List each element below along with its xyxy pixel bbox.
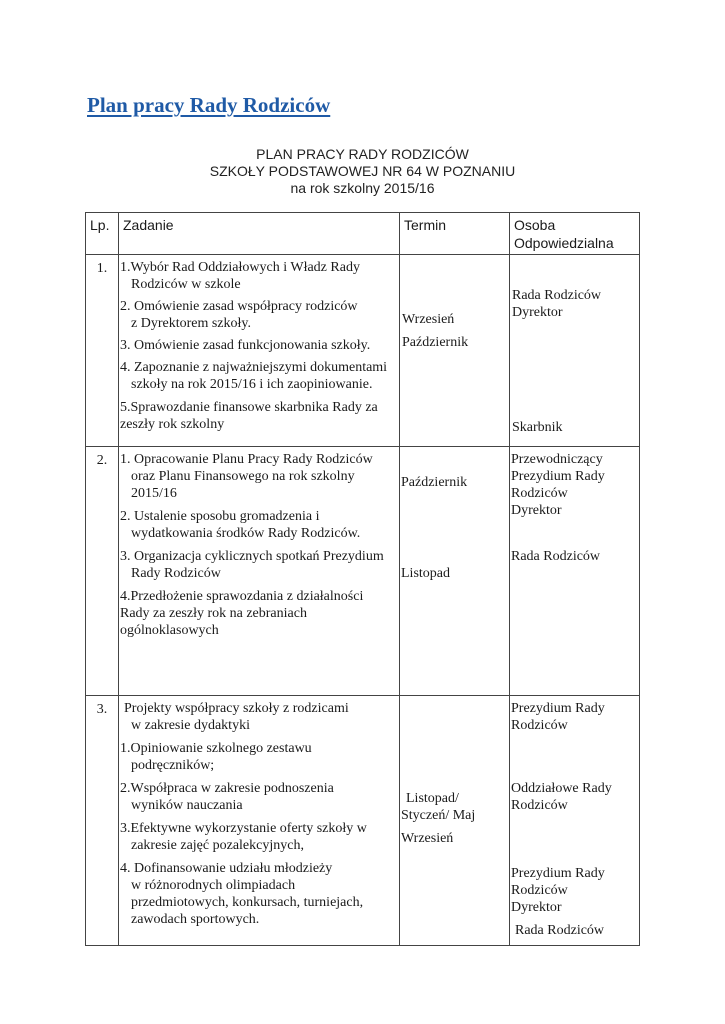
header-osoba — [510, 213, 640, 255]
task-line: 3.Efektywne wykorzystanie oferty szkoły w — [120, 821, 367, 836]
row-tasks-cell — [119, 696, 400, 946]
page-title: Plan pracy Rady Rodziców — [87, 93, 331, 117]
row-lp: 2. — [96, 453, 108, 468]
row-osoba-cell — [510, 696, 640, 946]
task-line: 4.Przedłożenie sprawozdania z działalności — [120, 589, 364, 604]
osoba-line: Rodziców — [511, 883, 568, 898]
osoba-line: Rodziców — [511, 798, 568, 813]
termin-line: Styczeń/ Maj — [401, 808, 476, 823]
row-lp-cell — [86, 447, 119, 696]
termin-line: Listopad — [401, 566, 450, 581]
osoba-line: Rada Rodziców — [512, 288, 602, 303]
plan-heading-line3: na rok szkolny 2015/16 — [290, 180, 435, 196]
osoba-line: Rodziców — [511, 718, 568, 733]
task-line: szkoły na rok 2015/16 i ich zaopiniowanie. — [131, 377, 373, 392]
osoba-line: Dyrektor — [511, 503, 562, 518]
header-osoba-line2: Odpowiedzialna — [514, 235, 614, 251]
row-lp: 1. — [96, 261, 108, 276]
osoba-line: Dyrektor — [512, 305, 563, 320]
task-line: 3. Organizacja cyklicznych spotkań Prezydium — [120, 549, 384, 564]
row-lp: 3. — [96, 702, 108, 717]
row-tasks-cell — [119, 447, 400, 696]
task-line: Rodziców w szkole — [131, 277, 241, 292]
task-line: zakresie zajęć pozalekcyjnych, — [131, 838, 304, 853]
task-line: 1.Wybór Rad Oddziałowych i Władz Rady — [120, 260, 360, 275]
task-line: wydatkowania środków Rady Rodziców. — [131, 526, 361, 541]
task-line: Rady za zeszły rok na zebraniach — [120, 606, 307, 621]
plan-table — [85, 212, 640, 946]
task-line: 1. Opracowanie Planu Pracy Rady Rodziców — [120, 452, 373, 467]
termin-line: Październik — [401, 475, 468, 490]
osoba-line: Dyrektor — [511, 900, 562, 915]
task-line: zawodach sportowych. — [131, 912, 260, 927]
header-zadanie: Zadanie — [119, 213, 400, 255]
task-line: 4. Dofinansowanie udziału młodzieży — [120, 861, 333, 876]
task-line: 2. Omówienie zasad współpracy rodziców — [120, 299, 358, 314]
task-line: zeszły rok szkolny — [120, 417, 225, 432]
table-row — [86, 255, 640, 447]
termin-line: Wrzesień — [402, 312, 455, 327]
row-tasks-cell — [119, 255, 400, 447]
row-lp-cell — [86, 696, 119, 946]
task-line: z Dyrektorem szkoły. — [131, 316, 251, 331]
osoba-line: Rada Rodziców — [511, 549, 601, 564]
task-line: Projekty współpracy szkoły z rodzicami — [124, 701, 349, 716]
osoba-line: Rodziców — [511, 486, 568, 501]
table-row — [86, 447, 640, 696]
osoba-line: Rada Rodziców — [515, 923, 605, 938]
task-line: w różnorodnych olimpiadach — [131, 878, 296, 893]
row-lp-cell — [86, 255, 119, 447]
task-line: w zakresie dydaktyki — [131, 718, 250, 733]
osoba-line: Oddziałowe Rady — [511, 781, 612, 796]
osoba-line: Prezydium Rady — [511, 701, 605, 716]
osoba-line: Przewodniczący — [511, 452, 603, 467]
row-osoba-cell — [510, 255, 640, 447]
osoba-line: Prezydium Rady — [511, 469, 605, 484]
table-header-row — [86, 213, 640, 255]
task-line: 3. Omówienie zasad funkcjonowania szkoły. — [120, 338, 371, 353]
header-osoba-line1: Osoba — [514, 217, 556, 233]
task-line: ogólnoklasowych — [120, 623, 219, 638]
header-termin: Termin — [400, 213, 510, 255]
plan-heading-line1: PLAN PRACY RADY RODZICÓW — [256, 146, 469, 162]
table-row — [86, 696, 640, 946]
task-line: przedmiotowych, konkursach, turniejach, — [131, 895, 364, 910]
termin-line: Listopad/ — [406, 791, 459, 806]
task-line: 2.Współpraca w zakresie podnoszenia — [120, 781, 334, 796]
task-line: Rady Rodziców — [131, 566, 221, 581]
osoba-line: Skarbnik — [512, 420, 563, 435]
task-line: 2015/16 — [131, 486, 177, 501]
termin-line: Październik — [402, 335, 469, 350]
plan-heading-line2: SZKOŁY PODSTAWOWEJ NR 64 W POZNANIU — [209, 163, 516, 179]
task-line: 4. Zapoznanie z najważniejszymi dokumentami — [120, 360, 388, 375]
task-line: 2. Ustalenie sposobu gromadzenia i — [120, 509, 320, 524]
row-termin-cell — [400, 255, 510, 447]
task-line: podręczników; — [131, 758, 215, 773]
task-line: 5.Sprawozdanie finansowe skarbnika Rady za — [120, 400, 378, 415]
header-lp: Lp. — [86, 213, 119, 255]
task-line: wyników nauczania — [131, 798, 243, 813]
osoba-line: Prezydium Rady — [511, 866, 605, 881]
row-termin-cell — [400, 447, 510, 696]
row-termin-cell — [400, 696, 510, 946]
task-line: 1.Opiniowanie szkolnego zestawu — [120, 741, 312, 756]
row-osoba-cell — [510, 447, 640, 696]
termin-line: Wrzesień — [401, 831, 454, 846]
task-line: oraz Planu Finansowego na rok szkolny — [131, 469, 355, 484]
